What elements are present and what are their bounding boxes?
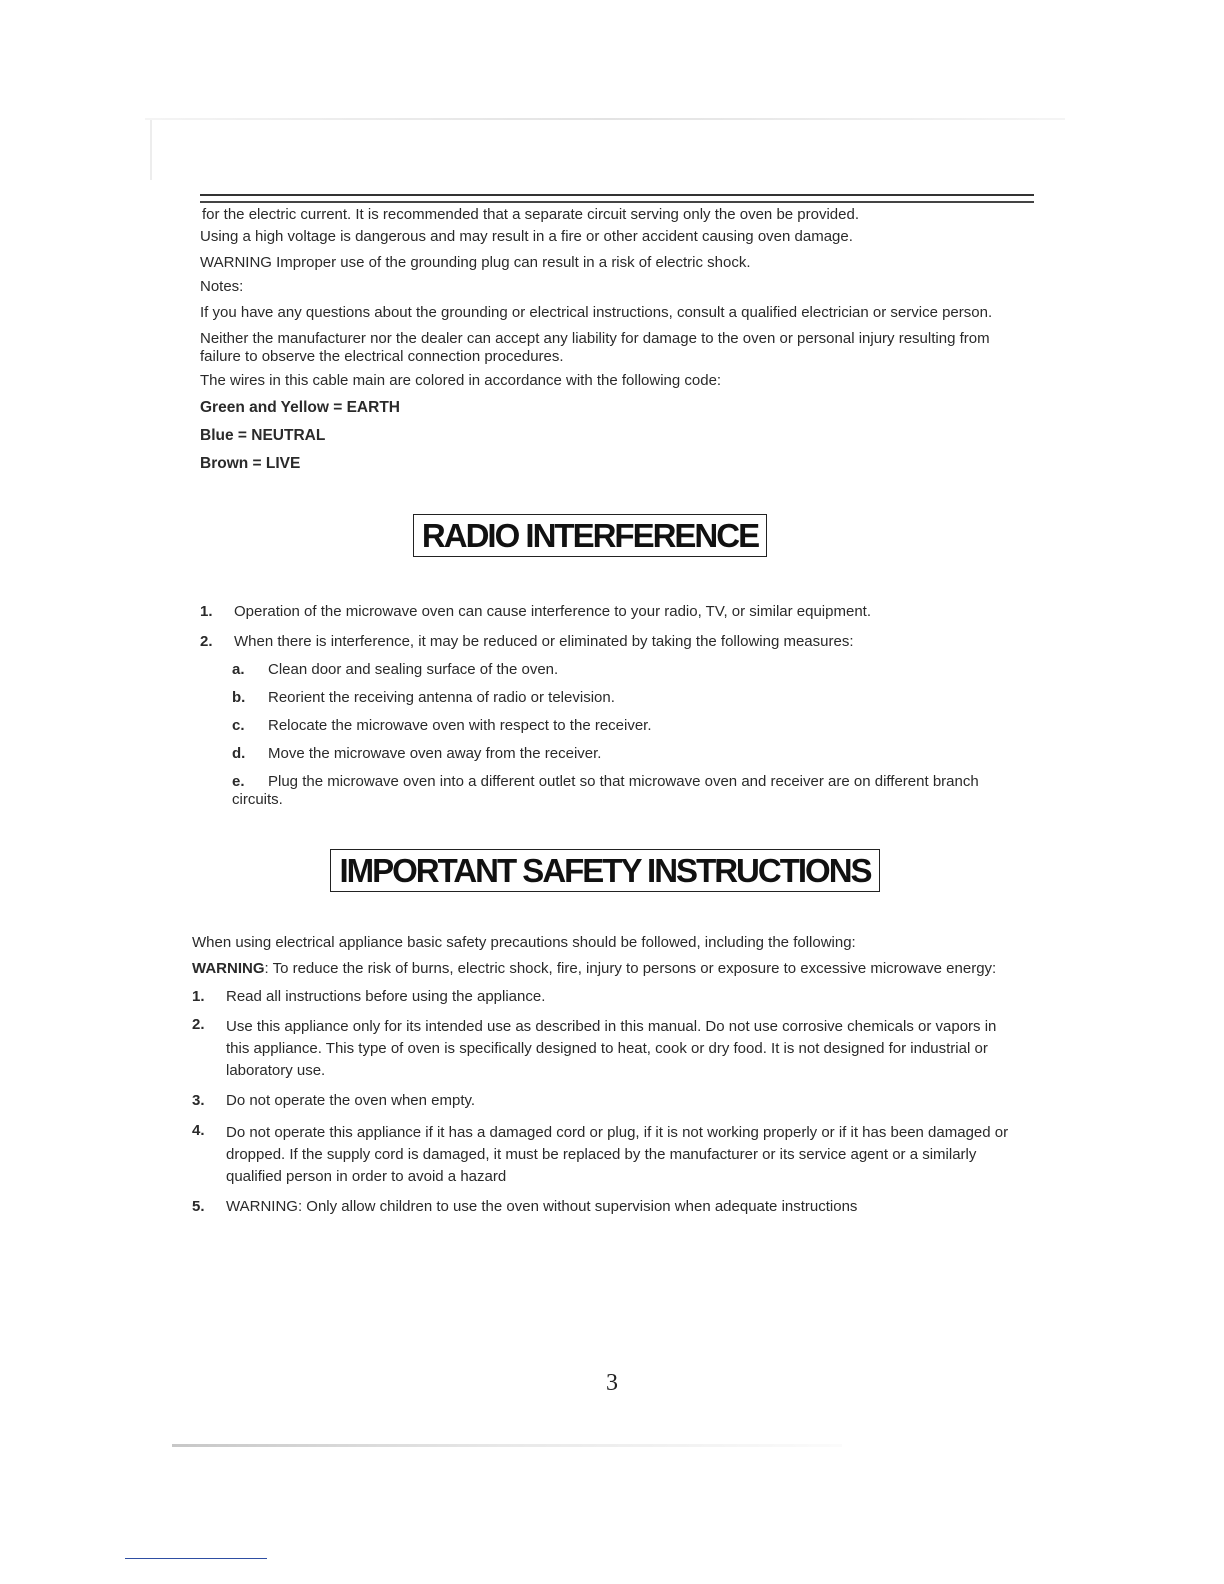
safety-item-text: WARNING: Only allow children to use the oven without supervision when adequate instructions — [226, 1198, 858, 1215]
radio-item-number: 2. — [200, 633, 213, 650]
measure-text: Clean door and sealing surface of the oven. — [268, 661, 559, 678]
safety-heading-wrap — [200, 849, 1010, 892]
note-questions: If you have any questions about the grounding or electrical instructions, consult a qualified electrician or service person. — [200, 304, 993, 321]
safety-item-number: 2. — [192, 1016, 205, 1033]
safety-item-text: Use this appliance only for its intended use as described in this manual. Do not use corrosive chemicals or vapors in this appliance. This type of oven is specifically designed to heat, cook or dry food. It is not designed for industrial or laboratory use. — [226, 1018, 997, 1079]
safety-item-4 — [192, 1122, 1012, 1188]
code-earth: Green and Yellow = EARTH — [200, 399, 400, 416]
measure-text: Move the microwave oven away from the receiver. — [268, 745, 602, 762]
measure-text: Plug the microwave oven into a different outlet so that microwave oven and receiver are on different branch circuits. — [232, 773, 979, 808]
page-number: 3 — [606, 1370, 618, 1396]
note-liability: Neither the manufacturer nor the dealer can accept any liability for damage to the oven or personal injury resulting from failure to observe the electrical connection procedures. — [200, 330, 990, 365]
radio-item-text: When there is interference, it may be reduced or eliminated by taking the following measures: — [234, 633, 854, 650]
safety-item-1 — [192, 988, 1012, 1006]
wires-statement: The wires in this cable main are colored in accordance with the following code: — [200, 372, 722, 389]
notes-label: Notes: — [200, 278, 244, 295]
code-live: Brown = LIVE — [200, 455, 301, 472]
radio-item-1 — [200, 603, 1030, 621]
radio-item-2 — [200, 633, 1030, 651]
safety-item-number: 1. — [192, 988, 205, 1005]
radio-interference-heading: RADIO INTERFERENCE — [413, 514, 767, 557]
intro-line-2: Using a high voltage is dangerous and may result in a fire or other accident causing oven damage. — [200, 228, 853, 245]
corner-line — [125, 1558, 267, 1559]
intro-line-1: for the electric current. It is recommended that a separate circuit serving only the oven be provided. — [202, 206, 859, 223]
safety-item-text: Do not operate this appliance if it has a damaged cord or plug, if it is not working properly or if it has been damaged or dropped. If the supply cord is damaged, it must be replaced by the manufacturer or its service agent or a similarly qualified person in order to avoid a hazard — [226, 1124, 1009, 1185]
radio-item-number: 1. — [200, 603, 213, 620]
measure-letter: d. — [232, 745, 246, 762]
measure-b — [200, 689, 1030, 707]
safety-section — [192, 934, 1012, 1216]
measure-d — [200, 745, 1030, 763]
measure-letter: a. — [232, 661, 245, 678]
radio-item-text: Operation of the microwave oven can cause interference to your radio, TV, or similar equipment. — [234, 603, 871, 620]
measure-a — [200, 661, 1030, 679]
safety-warning-label: WARNING — [192, 960, 265, 977]
radio-list — [200, 603, 1030, 809]
header-rule-lower — [200, 201, 1034, 203]
safety-item-number: 5. — [192, 1198, 205, 1215]
safety-item-text: Do not operate the oven when empty. — [226, 1092, 476, 1109]
measure-e — [200, 773, 992, 809]
important-safety-heading: IMPORTANT SAFETY INSTRUCTIONS — [330, 849, 879, 892]
measure-letter: e. — [232, 773, 245, 790]
scan-edge-top — [145, 118, 1065, 120]
safety-item-3 — [192, 1092, 1012, 1110]
measure-text: Reorient the receiving antenna of radio or television. — [268, 689, 615, 706]
scan-edge-left — [150, 120, 152, 180]
radio-heading-wrap — [200, 514, 980, 557]
safety-warning-text: : To reduce the risk of burns, electric shock, fire, injury to persons or exposure to excessive microwave energy: — [264, 960, 997, 977]
header-rule-upper — [200, 194, 1034, 196]
safety-item-number: 3. — [192, 1092, 205, 1109]
safety-item-5 — [192, 1198, 1012, 1216]
measure-letter: b. — [232, 689, 246, 706]
grounding-warning: WARNING Improper use of the grounding plug can result in a risk of electric shock. — [200, 254, 751, 271]
measure-c — [200, 717, 1030, 735]
page-content — [192, 206, 1030, 1216]
safety-warning — [192, 960, 1012, 978]
safety-item-2 — [192, 1016, 1012, 1082]
safety-item-text: Read all instructions before using the appliance. — [226, 988, 546, 1005]
scan-edge-bottom — [172, 1444, 842, 1447]
measure-letter: c. — [232, 717, 245, 734]
safety-intro: When using electrical appliance basic safety precautions should be followed, including the following: — [192, 934, 856, 951]
measure-text: Relocate the microwave oven with respect to the receiver. — [268, 717, 652, 734]
code-neutral: Blue = NEUTRAL — [200, 427, 326, 444]
safety-item-number: 4. — [192, 1122, 205, 1139]
